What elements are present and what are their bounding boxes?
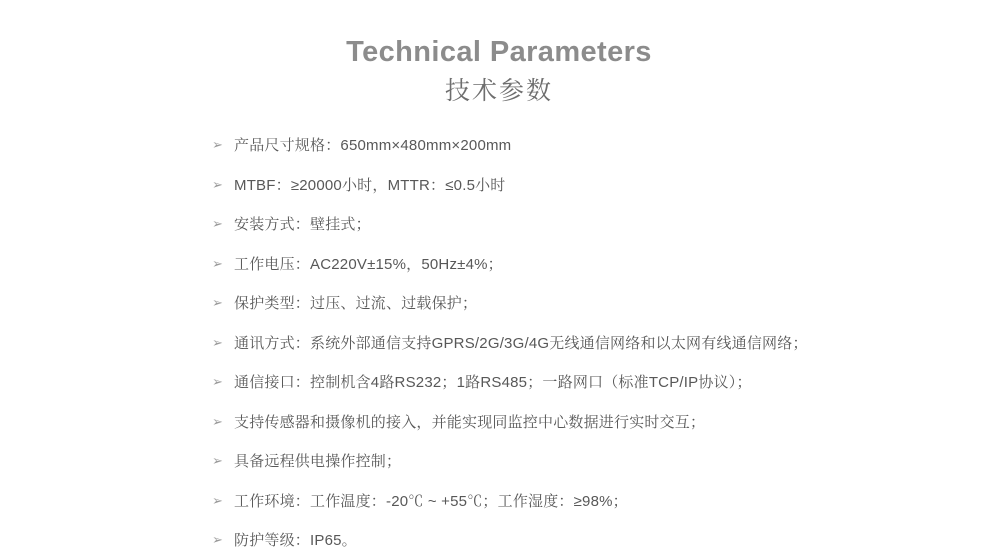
spec-text: 支持传感器和摄像机的接入，并能实现同监控中心数据进行实时交互； bbox=[234, 413, 706, 431]
list-item bbox=[212, 175, 998, 198]
arrow-bullet-icon: ➢ bbox=[212, 334, 224, 350]
list-item bbox=[212, 135, 998, 158]
page-header bbox=[0, 0, 998, 109]
arrow-bullet-icon: ➢ bbox=[212, 255, 224, 271]
arrow-bullet-icon: ➢ bbox=[212, 295, 224, 311]
spec-text: 通讯方式：系统外部通信支持GPRS/2G/3G/4G无线通信网络和以太网有线通信网络； bbox=[234, 334, 808, 352]
spec-text: 安装方式：壁挂式； bbox=[234, 216, 371, 234]
list-item bbox=[212, 214, 998, 237]
spec-text: 保护类型：过压、过流、过载保护； bbox=[234, 295, 478, 313]
list-item bbox=[212, 372, 998, 395]
list-item bbox=[212, 333, 998, 356]
page-title-chinese: 技术参数 bbox=[444, 77, 553, 106]
list-item bbox=[212, 491, 998, 514]
spec-text: 产品尺寸规格：650mm×480mm×200mm bbox=[234, 137, 512, 155]
arrow-bullet-icon: ➢ bbox=[212, 492, 224, 508]
arrow-bullet-icon: ➢ bbox=[212, 532, 224, 548]
list-item bbox=[212, 530, 998, 553]
list-item bbox=[212, 293, 998, 316]
spec-text: MTBF：≥20000小时，MTTR：≤0.5小时 bbox=[234, 176, 506, 194]
arrow-bullet-icon: ➢ bbox=[212, 453, 224, 469]
arrow-bullet-icon: ➢ bbox=[212, 374, 224, 390]
arrow-bullet-icon: ➢ bbox=[212, 137, 224, 153]
arrow-bullet-icon: ➢ bbox=[212, 413, 224, 429]
spec-text: 工作环境：工作温度：-20℃ ~ +55℃；工作湿度：≥98%； bbox=[234, 492, 628, 510]
arrow-bullet-icon: ➢ bbox=[212, 216, 224, 232]
page-title-english: Technical Parameters bbox=[346, 36, 652, 68]
spec-text: 通信接口：控制机含4路RS232；1路RS485；一路网口（标准TCP/IP协议）； bbox=[234, 374, 752, 392]
spec-text: 防护等级：IP65。 bbox=[234, 532, 357, 550]
list-item bbox=[212, 451, 998, 474]
list-item bbox=[212, 412, 998, 435]
specifications-list bbox=[0, 135, 998, 553]
spec-text: 具备远程供电操作控制； bbox=[234, 453, 402, 471]
list-item bbox=[212, 254, 998, 277]
arrow-bullet-icon: ➢ bbox=[212, 176, 224, 192]
spec-text: 工作电压：AC220V±15%，50Hz±4%； bbox=[234, 255, 503, 273]
